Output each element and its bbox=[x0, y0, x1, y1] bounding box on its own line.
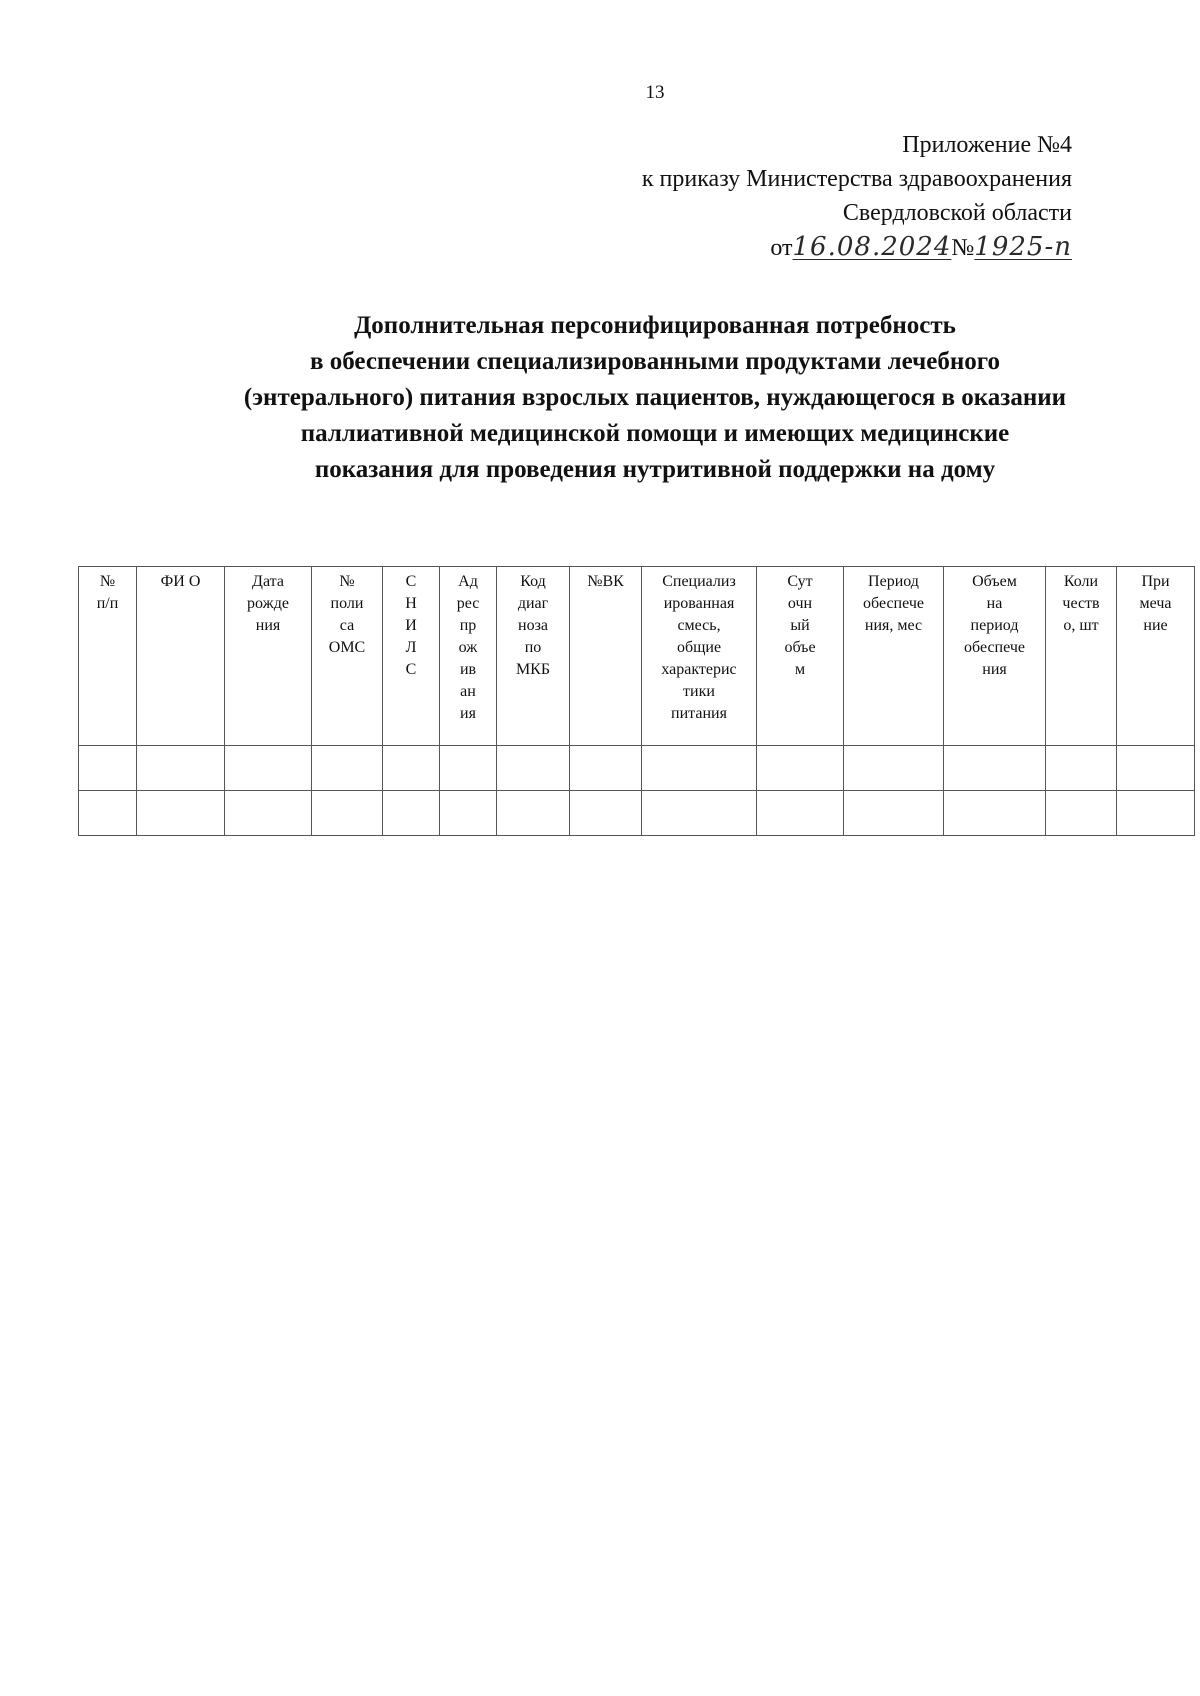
table-row bbox=[79, 746, 1195, 791]
column-header-line: общие bbox=[676, 639, 722, 656]
column-header-line: ФИ О bbox=[160, 573, 201, 590]
number-prefix: № bbox=[951, 235, 975, 261]
annex-order-line: к приказу Министерства здравоохранения bbox=[641, 166, 1072, 192]
column-header-line: п/п bbox=[96, 595, 119, 612]
column-header-line: период bbox=[970, 617, 1019, 634]
column-header-line: № bbox=[339, 573, 355, 590]
handwritten-date: 16.08.2024 bbox=[792, 232, 952, 262]
column-header-line: обеспече bbox=[964, 639, 1025, 656]
column-header-line: по bbox=[524, 639, 542, 656]
document-title bbox=[0, 308, 1200, 488]
table-cell bbox=[844, 791, 944, 836]
table-body bbox=[79, 746, 1195, 836]
column-header bbox=[225, 567, 312, 746]
table-cell bbox=[1046, 791, 1117, 836]
column-header-line: ние bbox=[1143, 617, 1168, 634]
table-cell bbox=[440, 791, 497, 836]
column-header-line: Код bbox=[520, 573, 546, 590]
column-header-line: Период bbox=[868, 573, 919, 590]
title-line-1: Дополнительная персонифицированная потребность bbox=[354, 312, 956, 339]
column-header-line: Дата bbox=[252, 573, 284, 590]
column-header-line: МКБ bbox=[515, 661, 551, 678]
annex-title: Приложение №4 bbox=[902, 132, 1072, 158]
column-header-line: Л bbox=[405, 639, 417, 656]
column-header-line: Специализ bbox=[662, 573, 736, 590]
annex-date-line bbox=[642, 230, 1072, 265]
annex-region-line: Свердловской области bbox=[842, 200, 1072, 226]
column-header-line: диаг bbox=[517, 595, 549, 612]
column-header-line: ния, мес bbox=[864, 617, 923, 634]
column-header bbox=[137, 567, 225, 746]
column-header-line: о, шт bbox=[1063, 617, 1099, 634]
column-header-line: ож bbox=[458, 639, 478, 656]
table-cell bbox=[642, 746, 757, 791]
table-cell bbox=[225, 746, 312, 791]
table-cell bbox=[383, 791, 440, 836]
column-header-line: Ад bbox=[458, 573, 478, 590]
column-header-line: С bbox=[405, 573, 417, 590]
column-header-line: ноза bbox=[518, 617, 548, 634]
title-line-2: в обеспечении специализированными продуктами лечебного bbox=[310, 348, 1000, 375]
column-header-line: рожде bbox=[247, 595, 289, 612]
column-header-line: поли bbox=[330, 595, 364, 612]
column-header-line: са bbox=[339, 617, 355, 634]
column-header-line: м bbox=[794, 661, 806, 678]
table-cell bbox=[1117, 746, 1195, 791]
date-prefix: от bbox=[770, 235, 793, 261]
column-header-line: ированная bbox=[663, 595, 735, 612]
table-cell bbox=[1117, 791, 1195, 836]
table-cell bbox=[497, 791, 570, 836]
needs-table bbox=[78, 566, 1195, 836]
column-header-line: меча bbox=[1139, 595, 1172, 612]
column-header bbox=[1117, 567, 1195, 746]
column-header-line: И bbox=[405, 617, 417, 634]
handwritten-number: 1925-п bbox=[974, 232, 1072, 262]
column-header-line: характерис bbox=[661, 661, 737, 678]
table-header-row bbox=[79, 567, 1195, 746]
column-header-line: на bbox=[986, 595, 1003, 612]
table-cell bbox=[642, 791, 757, 836]
table-cell bbox=[570, 746, 642, 791]
title-line-4: паллиативной медицинской помощи и имеющих медицинские bbox=[300, 420, 1010, 447]
table-cell bbox=[944, 746, 1046, 791]
column-header-line: С bbox=[405, 661, 417, 678]
annex-block bbox=[642, 128, 1072, 265]
column-header bbox=[844, 567, 944, 746]
table-cell bbox=[757, 746, 844, 791]
table-row bbox=[79, 791, 1195, 836]
column-header-line: честв bbox=[1062, 595, 1100, 612]
column-header bbox=[757, 567, 844, 746]
table-cell bbox=[944, 791, 1046, 836]
table-cell bbox=[383, 746, 440, 791]
column-header-line: При bbox=[1141, 573, 1170, 590]
column-header-line: пр bbox=[459, 617, 477, 634]
column-header-line: объе bbox=[784, 639, 816, 656]
column-header-line: смесь, bbox=[677, 617, 721, 634]
column-header-line: ив bbox=[459, 661, 477, 678]
table-cell bbox=[497, 746, 570, 791]
page-number: 13 bbox=[645, 82, 665, 103]
needs-table-wrapper bbox=[78, 566, 1194, 836]
column-header-line: Н bbox=[405, 595, 417, 612]
column-header-line: питания bbox=[671, 705, 727, 722]
column-header-line: Сут bbox=[787, 573, 813, 590]
table-cell bbox=[757, 791, 844, 836]
column-header-line: рес bbox=[456, 595, 480, 612]
column-header-line: ия bbox=[460, 705, 476, 722]
column-header-line: Коли bbox=[1063, 573, 1099, 590]
table-cell bbox=[312, 791, 383, 836]
column-header bbox=[944, 567, 1046, 746]
column-header bbox=[1046, 567, 1117, 746]
table-cell bbox=[79, 746, 137, 791]
column-header bbox=[312, 567, 383, 746]
table-cell bbox=[440, 746, 497, 791]
column-header-line: тики bbox=[683, 683, 715, 700]
column-header-line: № bbox=[99, 573, 116, 590]
column-header-line: обеспече bbox=[863, 595, 924, 612]
table-cell bbox=[225, 791, 312, 836]
title-line-5: показания для проведения нутритивной поддержки на дому bbox=[314, 456, 996, 483]
column-header-line: ый bbox=[790, 617, 810, 634]
column-header bbox=[383, 567, 440, 746]
table-cell bbox=[844, 746, 944, 791]
table-cell bbox=[137, 746, 225, 791]
column-header-line: ния bbox=[982, 661, 1007, 678]
column-header-line: очн bbox=[787, 595, 813, 612]
column-header bbox=[497, 567, 570, 746]
table-cell bbox=[570, 791, 642, 836]
table-cell bbox=[79, 791, 137, 836]
column-header-line: №ВК bbox=[587, 573, 624, 590]
table-cell bbox=[312, 746, 383, 791]
column-header-line: ния bbox=[255, 617, 281, 634]
column-header bbox=[570, 567, 642, 746]
table-cell bbox=[137, 791, 225, 836]
column-header-line: Объем bbox=[972, 573, 1017, 590]
table-cell bbox=[1046, 746, 1117, 791]
column-header bbox=[440, 567, 497, 746]
column-header bbox=[642, 567, 757, 746]
column-header-line: ан bbox=[460, 683, 476, 700]
column-header-line: ОМС bbox=[328, 639, 366, 656]
column-header bbox=[79, 567, 137, 746]
title-line-3: (энтерального) питания взрослых пациентов, нуждающегося в оказании bbox=[243, 384, 1067, 411]
